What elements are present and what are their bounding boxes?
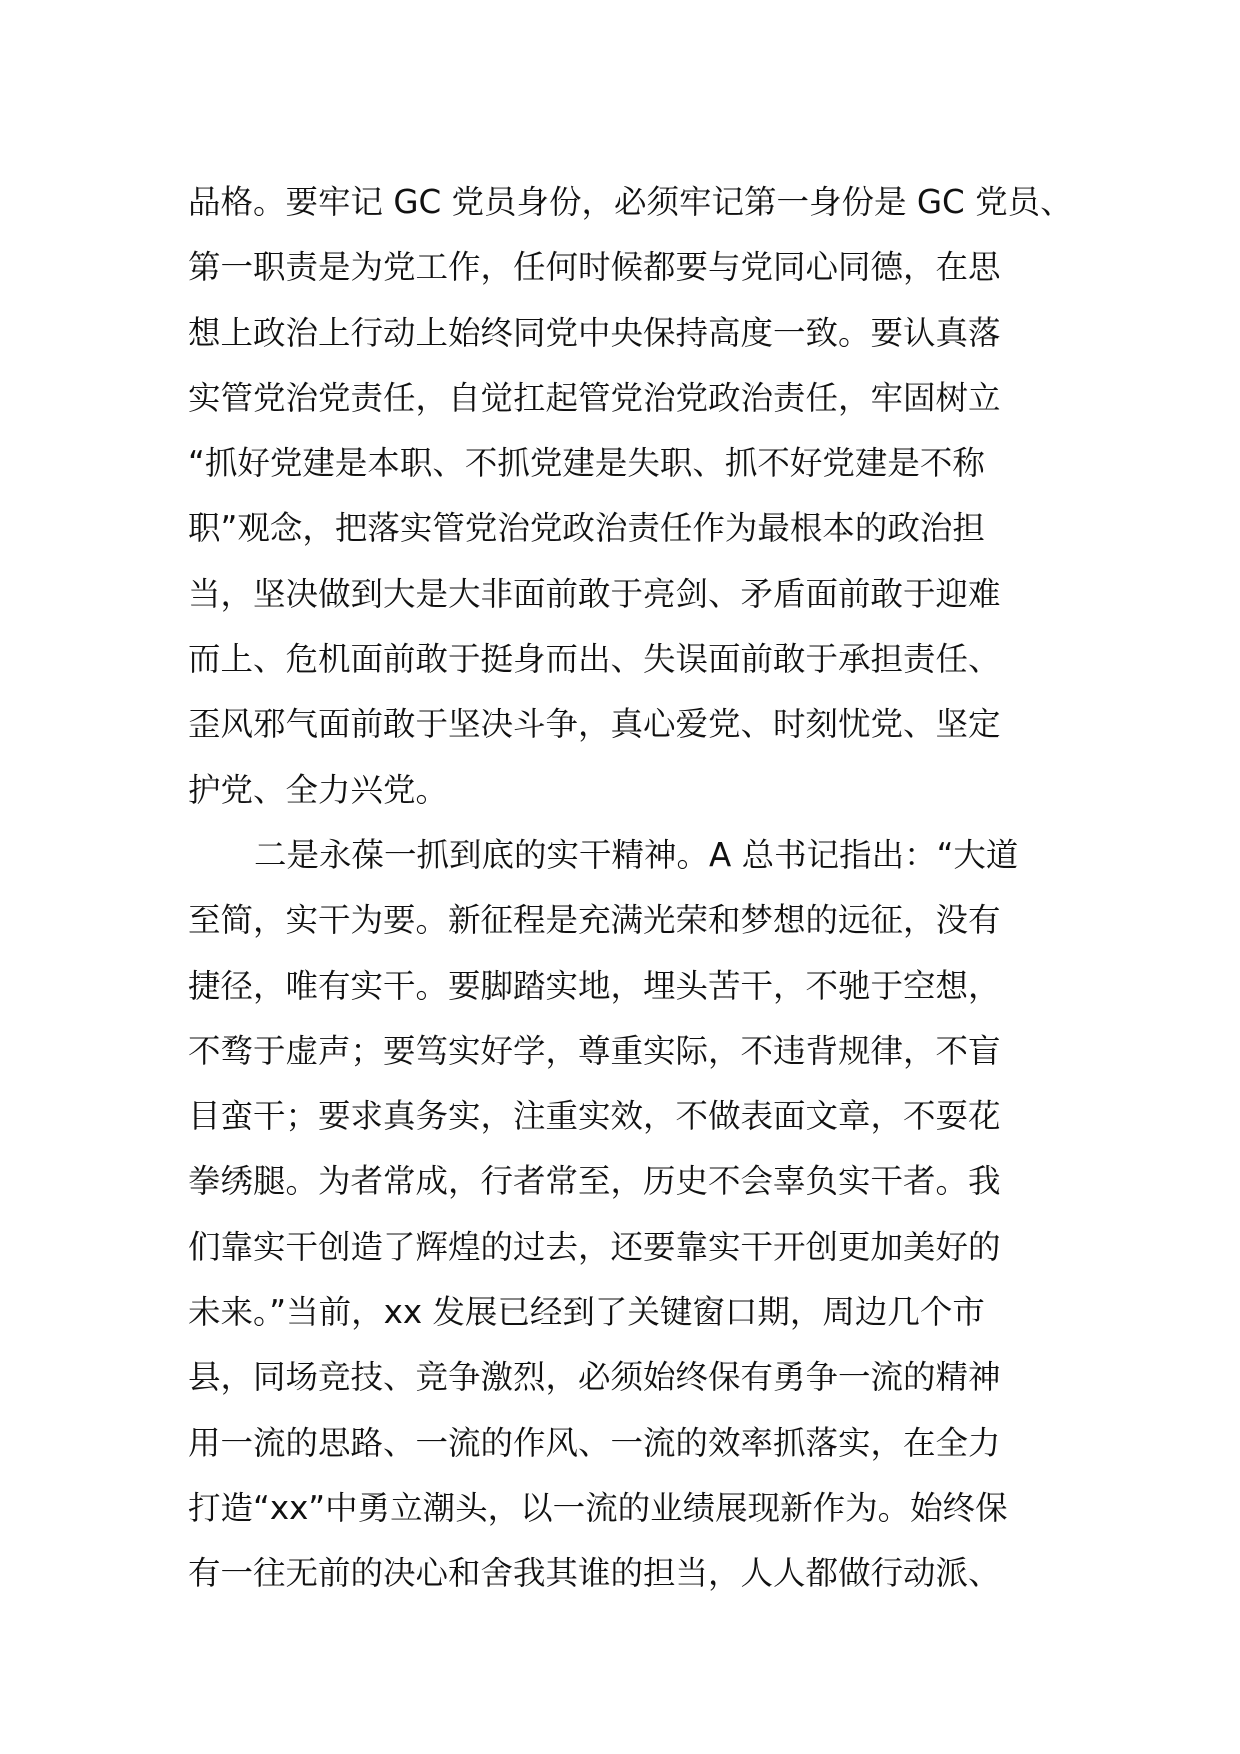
text-line-18: 未来。”当前，xx 发展已经到了关键窗口期，周边几个市 (188, 1293, 985, 1332)
text-line-15: 目蛮干；要求真务实，注重实效，不做表面文章，不耍花 (188, 1097, 1001, 1136)
text-line-21: 打造“xx”中勇立潮头，以一流的业绩展现新作为。始终保 (188, 1488, 1008, 1527)
text-line-12: 至简，实干为要。新征程是充满光荣和梦想的远征，没有 (188, 901, 1001, 940)
text-line-19: 县，同场竞技、竞争激烈，必须始终保有勇争一流的精神 (188, 1358, 1001, 1397)
text-line-6: 职”观念，把落实管党治党政治责任作为最根本的政治担 (188, 509, 985, 548)
text-line-11: 二是永葆一抓到底的实干精神。A 总书记指出：“大道 (254, 835, 1019, 874)
text-line-13: 捷径，唯有实干。要脚踏实地，埋头苦干，不驰于空想， (188, 966, 1001, 1005)
text-line-14: 不骛于虚声；要笃实好学，尊重实际，不违背规律，不盲 (188, 1031, 1001, 1070)
text-line-20: 用一流的思路、一流的作风、一流的效率抓落实，在全力 (188, 1423, 1001, 1462)
text-line-17: 们靠实干创造了辉煌的过去，还要靠实干开创更加美好的 (188, 1227, 1001, 1266)
text-line-9: 歪风邪气面前敢于坚决斗争，真心爱党、时刻忧党、坚定 (188, 705, 1001, 744)
text-line-8: 而上、危机面前敢于挺身而出、失误面前敢于承担责任、 (188, 640, 1001, 679)
body-text (188, 170, 1073, 1607)
text-line-10: 护党、全力兴党。 (188, 770, 449, 809)
text-line-2: 第一职责是为党工作，任何时候都要与党同心同德，在思 (188, 248, 1001, 287)
text-line-7: 当，坚决做到大是大非面前敢于亮剑、矛盾面前敢于迎难 (188, 574, 1001, 613)
text-line-22: 有一往无前的决心和舍我其谁的担当，人人都做行动派、 (188, 1554, 1001, 1593)
text-line-1: 品格。要牢记 GC 党员身份，必须牢记第一身份是 GC 党员、 (188, 183, 1073, 221)
text-line-3: 想上政治上行动上始终同党中央保持高度一致。要认真落 (188, 313, 1001, 352)
text-line-5: “抓好党建是本职、不抓党建是失职、抓不好党建是不称 (188, 444, 985, 483)
text-line-4: 实管党治党责任，自觉扛起管党治党政治责任，牢固树立 (188, 378, 1001, 417)
text-line-16: 拳绣腿。为者常成，行者常至，历史不会辜负实干者。我 (188, 1162, 1001, 1201)
